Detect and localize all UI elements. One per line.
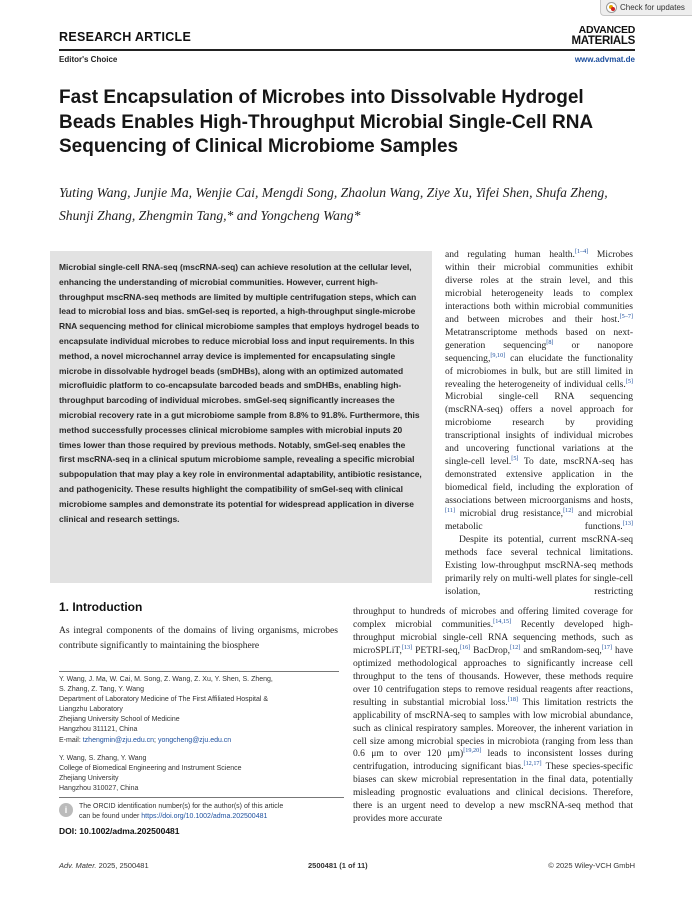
introduction-paragraph: As integral components of the domains of living organisms, microbes contribute significantly to maintaining the biosphere [59,625,338,651]
footer-citation [59,861,149,870]
orcid-icon [59,803,73,817]
abstract-box [50,251,432,583]
section-heading-introduction: 1. Introduction [59,600,143,614]
orcid-text-line-2 [79,812,283,822]
text-run: Recently developed high-throughput microbial single-cell RNA sequencing methods, such as microSPLiT, [353,618,633,656]
text-run: This limitation restricts the applicability of mscRNA-seq to samples with low microbial abundance, such as clinical respiratory samples. Moreover, the inherent variation in cell size among microbial species in microbiota (ranging from less than 0.6 μm to over 120 μm) [353,696,633,760]
affiliation-line: Department of Laboratory Medicine of The First Affiliated Hospital & [59,696,269,704]
citation-ref[interactable]: [12] [563,506,574,514]
affiliation-line: Y. Wang, S. Zhang, Y. Wang [59,754,147,762]
affiliation-line: Hangzhou 311121, China [59,726,138,734]
wide-column-text [353,606,633,826]
section-label: Editor's Choice [59,55,118,64]
affiliation-line: College of Biomedical Engineering and Instrument Science [59,764,242,772]
text-run: Microbial single-cell RNA sequencing (mscRNA-seq) offers a novel approach for microbiome research by providing transcriptional insights of individual microbes and uncovering functional variations at the single-cell level. [445,391,633,468]
text-run: microbial drug resistance, [455,508,564,520]
email-separator: ; [154,736,158,744]
journal-website-link[interactable]: www.advmat.de [574,55,635,64]
article-doi: DOI: 10.1002/adma.202500481 [59,826,180,836]
affiliation-line: Zhejiang University [59,774,119,782]
check-for-updates-label: Check for updates [620,3,685,12]
text-run: and microbial metabolic functions. [445,508,633,533]
citation-ref[interactable]: [8] [546,338,554,346]
citation-ref[interactable]: [11] [445,506,456,514]
affiliation-line: Liangzhu Laboratory [59,706,123,714]
email-link-wang[interactable]: yongcheng@zju.edu.cn [157,736,232,744]
email-prefix: E-mail: [59,736,83,744]
citation-ref[interactable]: [5] [511,455,519,463]
text-run: These species-specific biases can skew microbial representation in the final data, potentially misleading prognostic evaluations and clinical decisions. Therefore, there is an urgent need to develop a new mscRNA-seq method that provides more accurate [353,761,633,825]
affiliation-line: Y. Wang, J. Ma, W. Cai, M. Song, Z. Wang, Z. Xu, Y. Shen, S. Zheng, [59,676,273,683]
author-affiliations [59,671,339,802]
text-run: Microbes within their microbial communities exhibit diverse roles at the strain level, and this microbial heterogeneity leads to complex interactions both within microbial communities and between microbes and their host. [445,249,633,325]
citation-ref[interactable]: [5] [625,377,633,385]
orcid-text [79,802,283,822]
citation-ref[interactable]: [19,20] [463,747,482,755]
citation-ref[interactable]: [18] [507,695,518,703]
text-run: PETRI-seq, [412,644,460,656]
logo-line-2: MATERIALS [571,35,635,47]
footer-journal: Adv. Mater. [59,861,97,870]
check-for-updates-button[interactable] [600,0,692,16]
text-run: have optimized methodological approaches to significantly increase cell throughput to the tens of thousands. However, these methods require over 10 centrifugation steps to remove residual reagents after reactions, resulting in substantial microbial loss. [353,644,633,708]
header-divider [59,49,635,51]
footer-copyright: © 2025 Wiley-VCH GmbH [548,861,635,870]
email-line [59,736,339,746]
right-column-text [445,249,633,599]
article-type-label: RESEARCH ARTICLE [59,30,192,44]
affiliation-line: Zhejiang University School of Medicine [59,716,180,724]
journal-logo [540,25,635,47]
orcid-note [59,797,344,836]
affiliation-block-1 [59,675,339,746]
email-link-tang[interactable]: tzhengmin@zju.edu.cn [82,736,155,744]
affiliation-line: S. Zhang, Z. Tang, Y. Wang [59,686,144,694]
text-run: BacDrop, [470,644,511,656]
article-title: Fast Encapsulation of Microbes into Dissolvable Hydrogel Beads Enables High-Throughput Microbial Single-Cell RNA Sequencing of Clinical Microbiome Samples [59,87,593,157]
crossmark-icon [606,2,617,13]
citation-ref[interactable]: [16] [459,643,471,651]
orcid-text-line-1: The ORCID identification number(s) for the author(s) of this article [79,803,284,810]
citation-ref[interactable]: [5–7] [619,312,633,320]
citation-ref[interactable]: [12] [510,643,521,651]
body-paragraph-1 [445,249,633,534]
text-run: To date, mscRNA-seq has demonstrated extensive application in the biomedical field, including the exploration of associations between microorganisms and hosts, [445,456,633,507]
text-run: leads to inconsistent losses during centrifugation, introducing significant bias. [353,748,633,773]
body-paragraph-2: Despite its potential, current mscRNA-seq methods face several technical limitations. Existing low-throughput mscRNA-seq methods primarily rely on multi-well plates for single-cell isolation, restricting [445,533,633,597]
text-run: Metatranscriptome methods based on next-generation sequencing [445,326,633,351]
citation-ref[interactable]: [12,17] [523,760,542,768]
footer-page-number: 2500481 (1 of 11) [308,861,368,870]
orcid-doi-link[interactable]: https://doi.org/10.1002/adma.202500481 [141,813,268,820]
text-run: and regulating human health. [445,249,575,260]
abstract-text: Microbial single-cell RNA-seq (mscRNA-seq) can achieve resolution at the cellular level, enhancing the understanding of microbial communities. However, current high-throughput mscRNA-seq methods are limited by multiple centrifugation steps, which can lead to microbial loss and bias. smGel-seq is reported, a high-throughput single-microbe RNA sequencing method for clinical microbiome samples that employs hydrogel beads to encapsulate individual microbes to reduce microbial loss and input requirements. In this method, a novel microchannel array device is implemented for encapsulating single microbe in dissolvable hydrogel beads (smDHBs), along with an optimized automated microfluidic platform to co-encapsulate barcoded beads and smDHBs, enabling high-throughput barcoding of individual microbes. smGel-seq significantly increases the microbial recovery rate in a gut microbiome sample from 8.8% to 91.8%. Furthermore, this method successfully processes clinical microbiome samples with microbial inputs 20 times lower than those required by previous methods. Notably, smGel-seq enables the first mscRNA-seq in a clinical sputum microbiome sample, revealing a specific microbial subpopulation that may play a key role in environmental adaptability, antibiotic resistance, and pathogenicity. These results highlight the compatibility of smGel-seq with clinical microbiome samples and demonstrate its potential for widespread application in diverse clinical and research settings. [59,262,422,524]
logo-line-1: ADVANCED [578,24,635,36]
text-run: throughput to hundreds of microbes and offering limited coverage for complex microbial communities. [353,606,633,630]
citation-ref[interactable]: [9,10] [490,351,506,359]
affiliation-line: Hangzhou 310027, China [59,784,139,792]
orcid-row [59,802,344,822]
footer-journal-details: 2025, 2500481 [96,861,149,870]
citation-ref[interactable]: [13] [401,643,413,651]
text-run: and smRandom-seq, [520,644,602,656]
citation-ref[interactable]: [14,15] [493,617,512,625]
author-list: Yuting Wang, Junjie Ma, Wenjie Cai, Mengdi Song, Zhaolun Wang, Ziye Xu, Yifei Shen, Shufa Zheng, Shunji Zhang, Zhengmin Tang,* and Yongcheng Wang* [59,185,608,223]
affiliation-block-2 [59,754,339,794]
orcid-text-prefix: can be found under [79,813,142,820]
text-run: can elucidate the functionality of microbiomes in bulk, but are still limited in revealing the heterogeneity of individual cells. [445,352,633,390]
citation-ref[interactable]: [17] [601,643,613,651]
text-run: or nanopore sequencing, [445,339,634,364]
citation-ref[interactable]: [1–4] [574,247,589,255]
citation-ref[interactable]: [13] [622,519,633,527]
